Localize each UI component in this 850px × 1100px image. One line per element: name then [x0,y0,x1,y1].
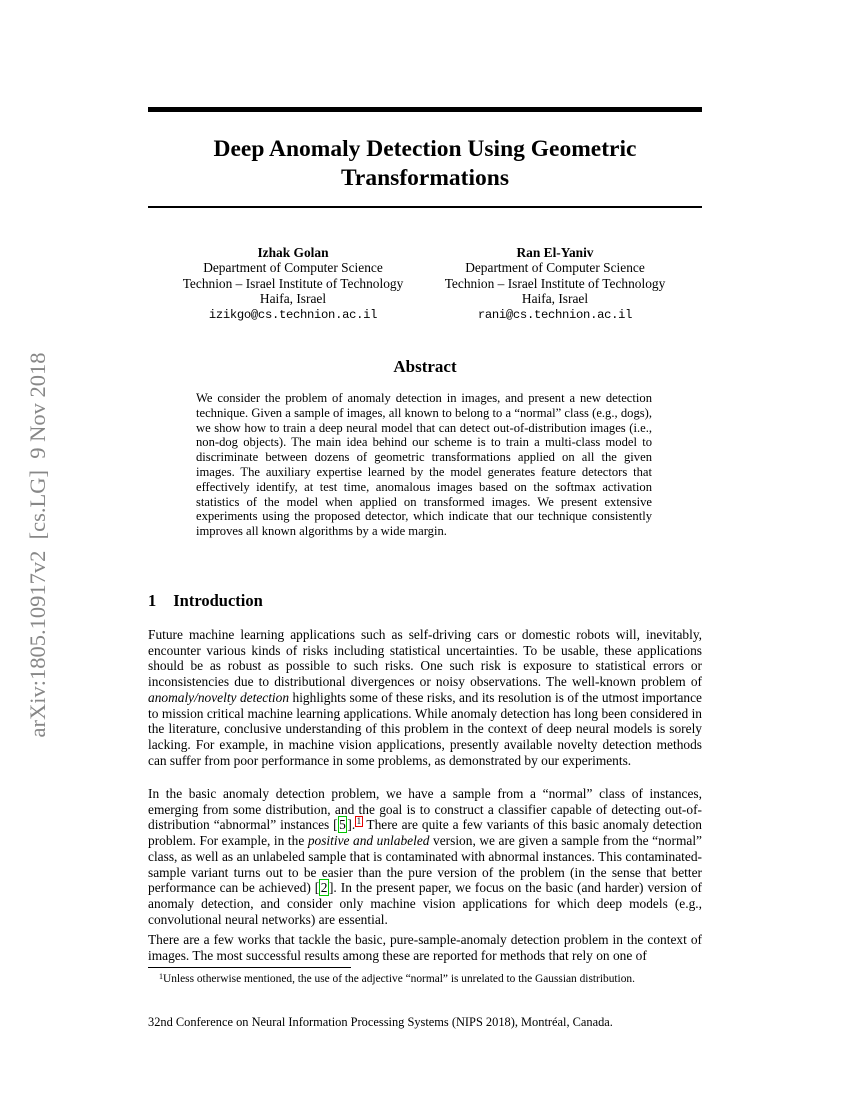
text-segment: ]. In the present paper, we focus on the basic (and harder) version of anomaly detection, and consider only machine vision applications for which deep models (e.g., convolutional neural networks) are essential. [148,880,702,927]
footnote-text: Unless otherwise mentioned, the use of the adjective “normal” is unrelated to the Gaussian distribution. [163,973,635,985]
paragraph [148,786,702,927]
text-segment: highlights some of these risks, and its resolution is of the utmost importance to mission critical machine learning applications. While anomaly detection has long been considered in the literature, conclusive understanding of this problem in the context of deep neural models is sorely lacking. For example, in machine vision applications, presently available novelty detection methods can suffer from poor performance in some problems, as demonstrated by our experiments. [148,689,702,768]
author-location: Haifa, Israel [259,291,327,307]
author-institution: Technion – Israel Institute of Technology [182,275,404,291]
paper-title: Deep Anomaly Detection Using Geometric Transformations [213,136,637,191]
text-segment: Future machine learning applications such as self-driving cars or domestic robots will, inevitably, encounter various kinds of risks including statistical uncertainties. To be usable, these applications should be as robust as possible to such risks. One such risk is exposure to statistical errors or inconsistencies due to distributional divergences or noisy observations. The well-known problem of [148,627,702,690]
title-rule-bottom [148,206,702,208]
author-email: rani@cs.technion.ac.il [477,307,633,322]
paragraph [148,627,702,768]
footnote-ref-link[interactable]: 1 [356,816,362,827]
text-segment: version, we are given a sample from the “normal” class, as well as an unlabeled sample that is contaminated with abnormal instances. This contaminated-sample variant turns out to be easier than the pure version of the problem (in the sense that better performance can be achieved) [ [148,833,702,896]
emphasis-text: anomaly/novelty detection [148,689,290,705]
abstract-heading: Abstract [393,357,457,376]
author-name: Ran El-Yaniv [516,245,594,260]
citation-link[interactable]: 5 [339,817,346,833]
section-heading-introduction [148,591,263,611]
emphasis-text: positive and unlabeled [307,833,430,849]
section-number: 1 [148,591,157,610]
author-location: Haifa, Israel [521,291,589,307]
author-block-1 [153,245,433,323]
conference-footer: 32nd Conference on Neural Information Processing Systems (NIPS 2018), Montréal, Canada. [148,1015,613,1029]
text-segment: In the basic anomaly detection problem, we have a sample from a “normal” class of instances, emerging from some distribution, and the goal is to construct a classifier capable of detecting out-of-distribution “abnormal” instances [ [148,786,702,833]
abstract-text: We consider the problem of anomaly detection in images, and present a new detection technique. Given a sample of images, all known to belong to a “normal” class (e.g., dogs), we show how to train a deep neural model that can detect out-of-distribution images (i.e., non-dog objects). The main idea behind our scheme is to train a multi-class model to discriminate between dozens of geometric transformations applied on all the given images. The auxiliary expertise learned by the model generates feature detectors that effectively identify, at test time, anomalous images based on the softmax activation statistics of the model when applied on transformed images. We present extensive experiments using the proposed detector, which indicate that our technique consistently improves all known algorithms by a wide margin. [196,391,652,539]
text-segment: There are a few works that tackle the basic, pure-sample-anomaly detection problem in the context of images. The most successful results among these are reported for methods that rely on one of [148,932,702,963]
footnote [148,973,702,986]
text-segment: ]. [347,817,356,833]
footnote-rule [148,967,351,968]
text-segment: There are quite a few variants of this basic anomaly detection problem. For example, in the [148,817,703,849]
footnote-marker: 1 [159,971,163,981]
citation-link[interactable]: 2 [320,880,328,896]
author-institution: Technion – Israel Institute of Technology [444,275,666,291]
author-department: Department of Computer Science [203,260,383,276]
paragraph [148,932,702,963]
title-rule-top [148,107,702,112]
arxiv-watermark: arXiv:1805.10917v2 [cs.LG] 9 Nov 2018 [25,352,50,738]
section-title: Introduction [173,591,263,610]
author-block-2 [415,245,695,323]
author-name: Izhak Golan [257,245,329,260]
author-department: Department of Computer Science [465,260,645,276]
author-email: izikgo@cs.technion.ac.il [208,307,378,322]
